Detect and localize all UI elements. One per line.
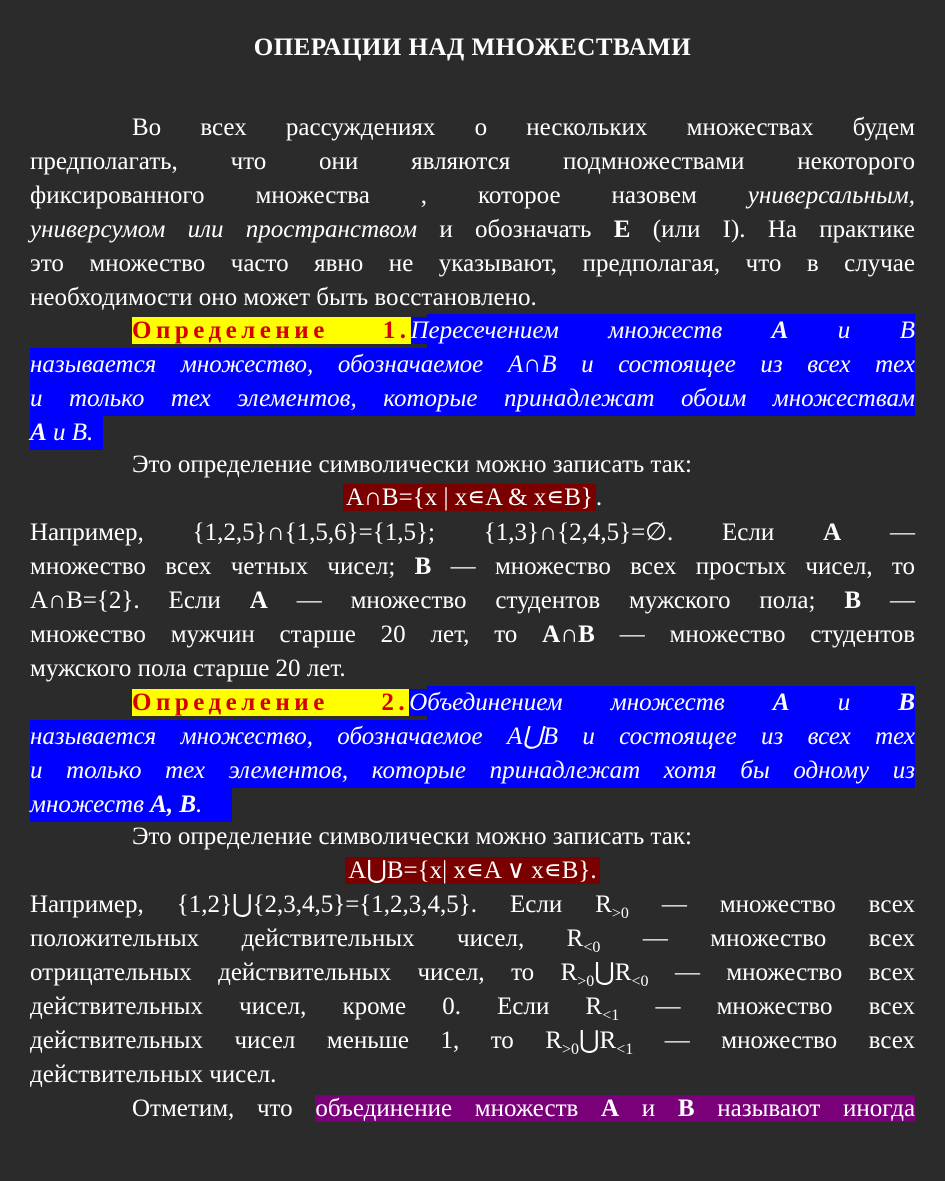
text-line: это множество часто явно не указывают, предполагая, что в случае — [30, 250, 915, 277]
definition-label: Определение 2. — [132, 689, 410, 716]
text-line: называется множество, обозначаемое A∩B и состоящее из всех тех — [30, 351, 915, 378]
text-line: отрицательных действительных чисел, то $R_{>0}⋃R_{<0}$ — множество всех — [30, 959, 915, 990]
text-line: множество всех четных чисел; B — множество всех простых чисел, то — [30, 553, 915, 580]
text-line: мужского пола старше 20 лет. — [30, 655, 346, 682]
text-line: множество мужчин старше 20 лет, то A∩B — множество студентов — [30, 621, 915, 648]
term-universe: универсумом или пространством — [30, 216, 418, 243]
formula-intersection: A∩B={x | x∊A & x∊B} . — [0, 482, 945, 514]
term-universal: универсальным, — [747, 182, 915, 209]
text-line: множеств A, B. — [30, 791, 203, 818]
text-line: предполагать, что они являются подмножествами некоторого — [30, 148, 915, 175]
text-line: действительных чисел меньше 1, то $R_{>0}⋃R_{<1}$ — множество всех — [30, 1027, 915, 1058]
definition-label: Определение 1. — [132, 317, 411, 344]
text-line: A и B. — [30, 419, 94, 446]
highlight-purple: объединение множеств A и B называют иногда — [315, 1095, 916, 1122]
text-line: Во всех рассуждениях о нескольких множествах будем — [132, 114, 915, 141]
text-line: действительных чисел. — [30, 1061, 277, 1088]
text-line: действительных чисел, кроме 0. Если $R_{<1}$ — множество всех — [30, 993, 915, 1024]
text-line: универсумом или пространством и обозначать E (или I). На практике — [30, 216, 916, 243]
definition-2: Определение 2.Объединением множеств A и B — [132, 689, 916, 716]
text-line: необходимости оно может быть восстановлено. — [30, 284, 537, 311]
page-title: ОПЕРАЦИИ НАД МНОЖЕСТВАМИ — [253, 34, 692, 61]
formula-union: A⋃B={x| x∊A ∨ x∊B}. — [0, 855, 945, 887]
text-line: фиксированного множества , которое назовем универсальным, — [30, 182, 915, 209]
text-line: Например, {1,2,5}∩{1,5,6}={1,5}; {1,3}∩{2,4,5}=∅. Если A — — [30, 519, 916, 546]
text-line: A∩B={2}. Если A — множество студентов мужского пола; B — — [30, 587, 915, 614]
text-line: Например, {1,2}⋃{2,3,4,5}={1,2,3,4,5}. Если $R_{>0}$ — множество всех — [30, 891, 916, 922]
text-line: положительных действительных чисел, $R_{<0}$ — множество всех — [30, 925, 915, 956]
text-line: Это определение символически можно записать так: — [132, 823, 692, 850]
text-line: Это определение символически можно записать так: — [132, 451, 692, 478]
text-line: и только тех элементов, которые принадлежат обоим множествам — [30, 385, 915, 412]
text-line: Отметим, что объединение множеств A и B называют иногда — [132, 1095, 916, 1122]
text-line: называется множество, обозначаемое A⋃B и состоящее из всех тех — [30, 723, 915, 750]
definition-1: Определение 1.Пересечением множеств A и B — [132, 317, 916, 344]
text-line: и только тех элементов, которые принадлежат хотя бы одному из — [30, 757, 915, 784]
